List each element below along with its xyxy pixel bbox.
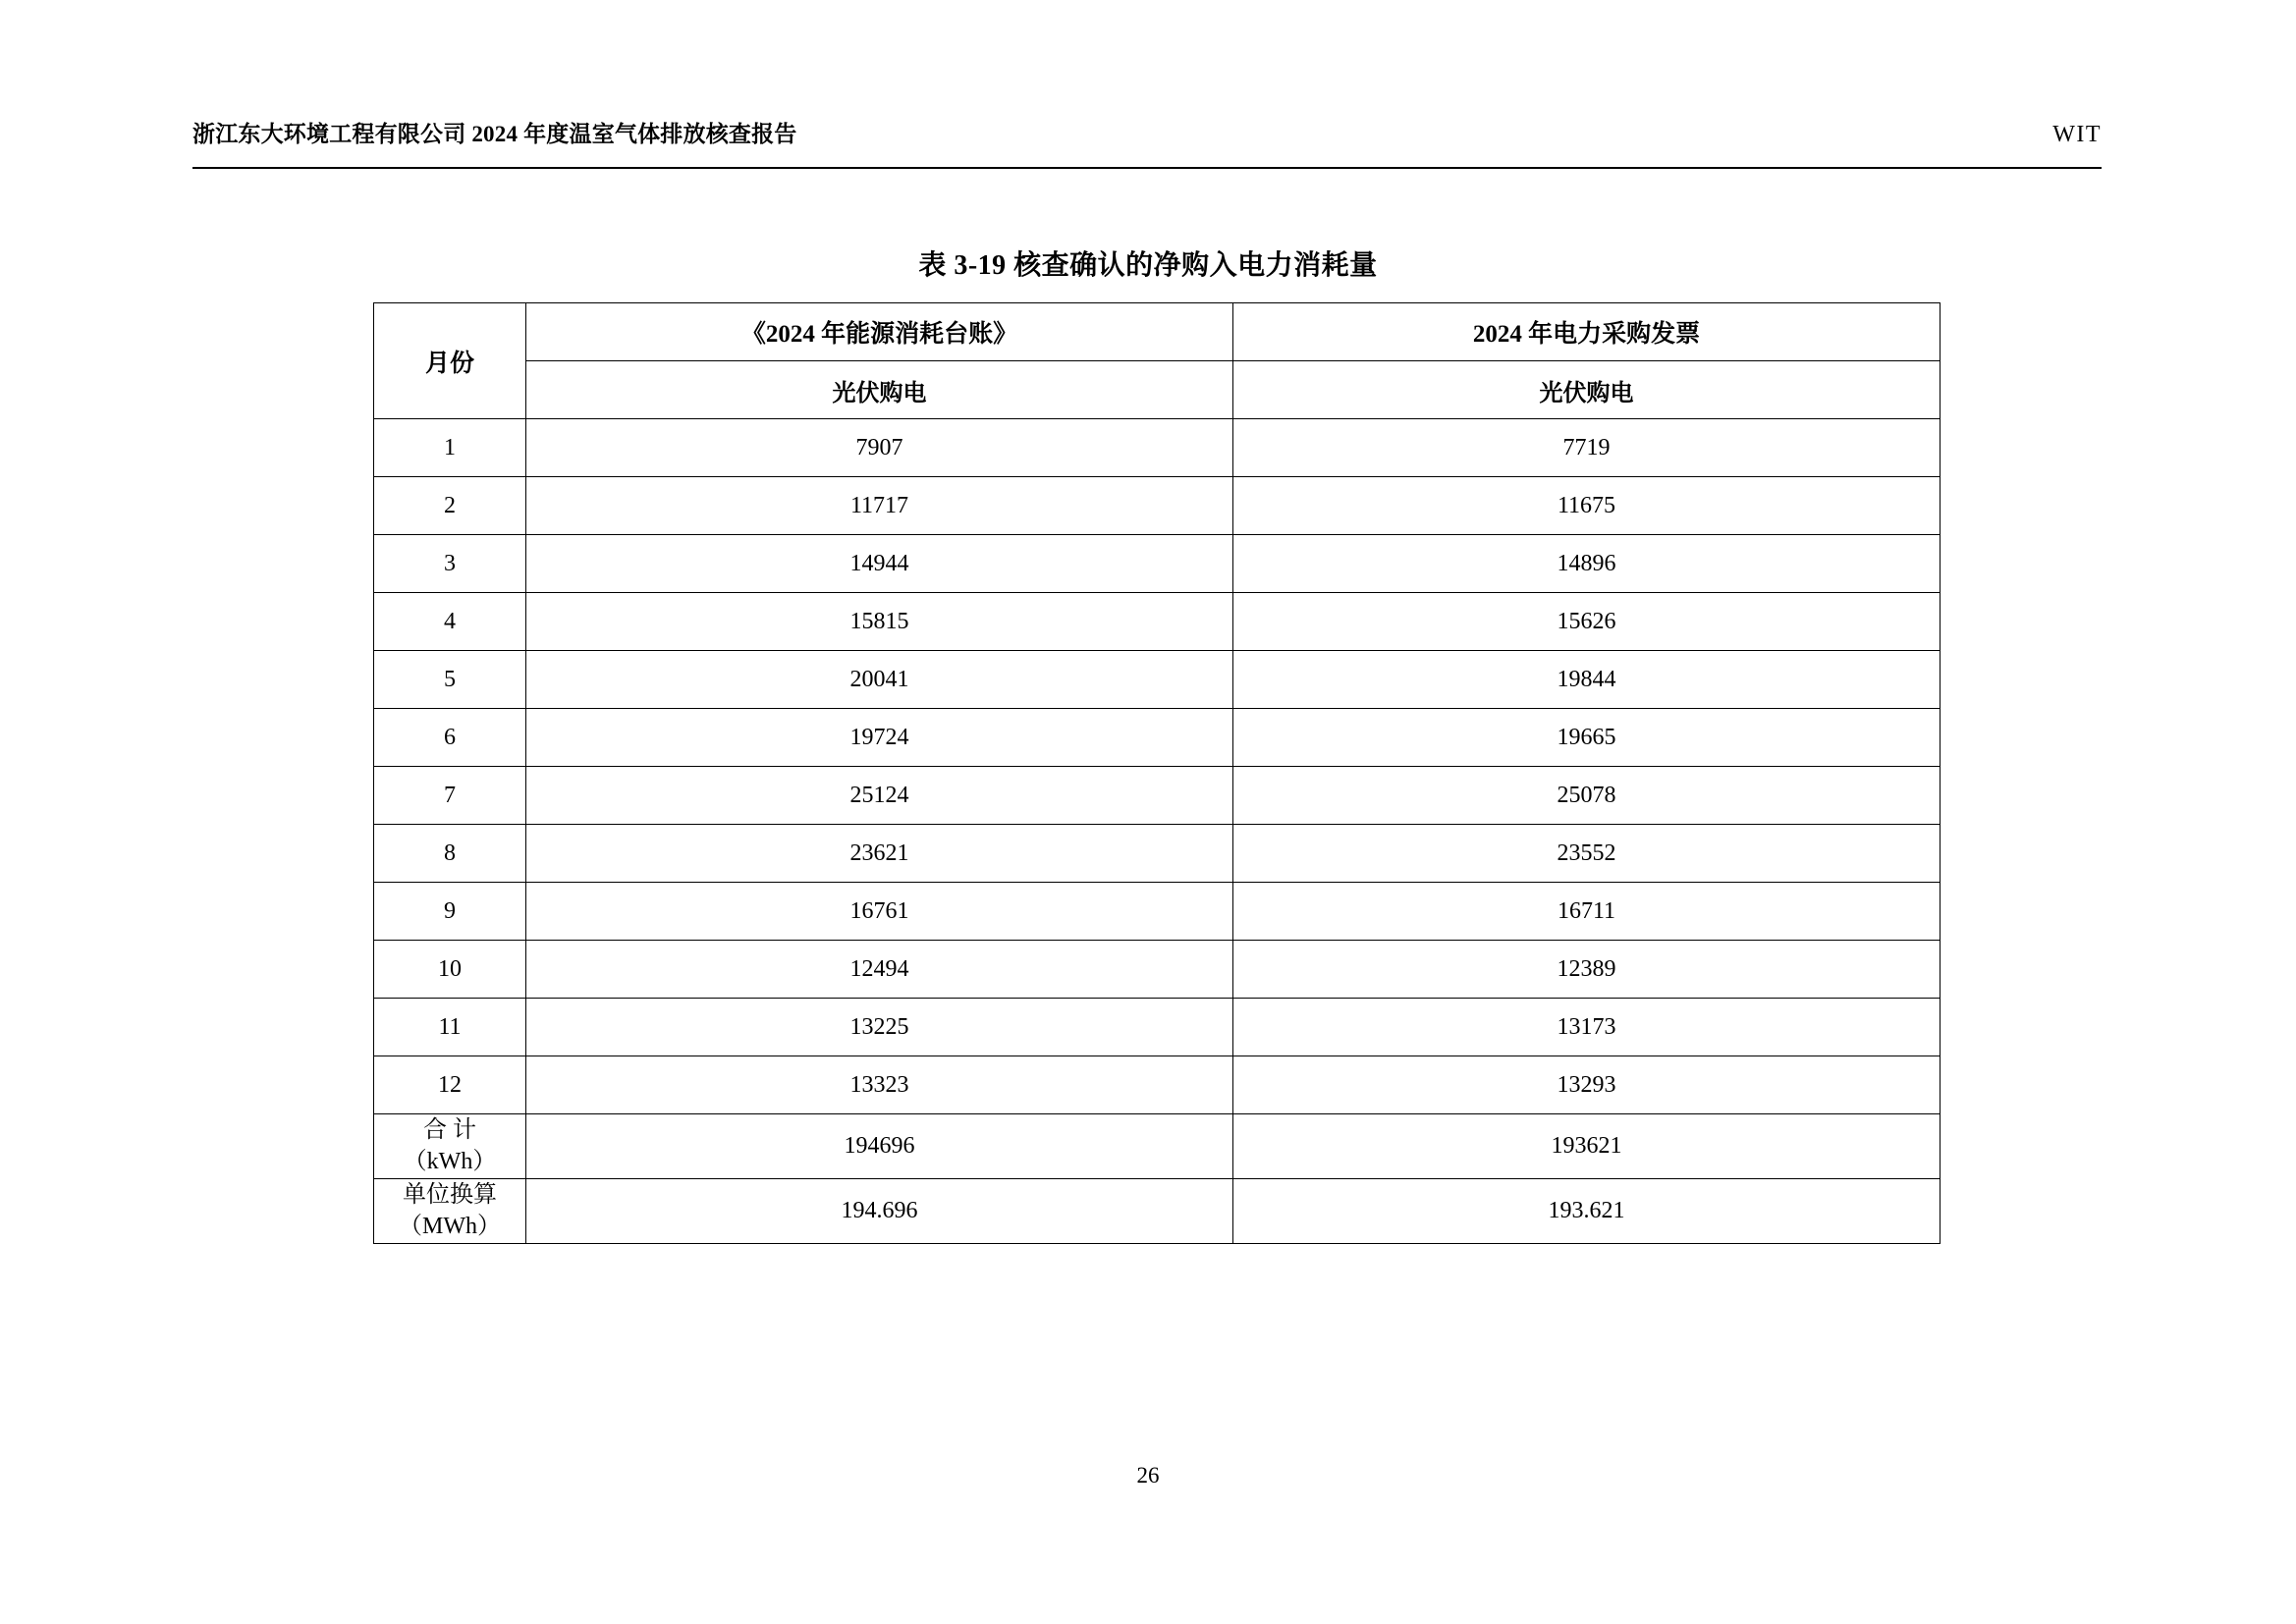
table-subheader-row — [374, 361, 1941, 419]
cell-value-b: 12389 — [1233, 941, 1941, 999]
column-subheader-a: 光伏购电 — [526, 361, 1233, 419]
table-header-row — [374, 303, 1941, 361]
table-row — [374, 593, 1941, 651]
header-divider — [192, 167, 2102, 169]
table-row — [374, 1056, 1941, 1114]
table-row — [374, 883, 1941, 941]
cell-value-b: 14896 — [1233, 535, 1941, 593]
table-caption: 表 3-19 核查确认的净购入电力消耗量 — [918, 250, 1378, 281]
cell-value-b: 7719 — [1233, 419, 1941, 477]
cell-value-b: 11675 — [1233, 477, 1941, 535]
table-row — [374, 941, 1941, 999]
cell-value-b: 23552 — [1233, 825, 1941, 883]
table-row — [374, 767, 1941, 825]
cell-value-a: 16761 — [526, 883, 1233, 941]
cell-month: 9 — [374, 883, 526, 941]
cell-month: 10 — [374, 941, 526, 999]
cell-month: 7 — [374, 767, 526, 825]
unit-label-line2: （MWh） — [399, 1214, 501, 1240]
header-title-left: 浙江东大环境工程有限公司 2024 年度温室气体排放核查报告 — [192, 122, 797, 146]
cell-month: 3 — [374, 535, 526, 593]
cell-value-a: 14944 — [526, 535, 1233, 593]
table-row — [374, 535, 1941, 593]
table-row — [374, 419, 1941, 477]
table-row — [374, 999, 1941, 1056]
cell-value-b: 16711 — [1233, 883, 1941, 941]
cell-value-a: 13225 — [526, 999, 1233, 1056]
page-number: 26 — [1136, 1463, 1160, 1488]
total-label — [374, 1114, 526, 1179]
cell-value-a: 19724 — [526, 709, 1233, 767]
total-value-b: 193621 — [1233, 1114, 1941, 1179]
total-value-a: 194696 — [526, 1114, 1233, 1179]
cell-value-b: 15626 — [1233, 593, 1941, 651]
table-row — [374, 477, 1941, 535]
unit-label-line1: 单位换算 — [403, 1181, 497, 1208]
column-header-source-a: 《2024 年能源消耗台账》 — [526, 303, 1233, 361]
table-row — [374, 825, 1941, 883]
cell-value-b: 13173 — [1233, 999, 1941, 1056]
cell-value-b: 19665 — [1233, 709, 1941, 767]
cell-month: 4 — [374, 593, 526, 651]
table-total-row — [374, 1114, 1941, 1179]
cell-value-b: 25078 — [1233, 767, 1941, 825]
cell-value-a: 20041 — [526, 651, 1233, 709]
cell-month: 6 — [374, 709, 526, 767]
cell-month: 2 — [374, 477, 526, 535]
electricity-consumption-table — [373, 302, 1941, 1244]
cell-value-a: 15815 — [526, 593, 1233, 651]
cell-value-a: 12494 — [526, 941, 1233, 999]
cell-value-a: 11717 — [526, 477, 1233, 535]
cell-value-b: 19844 — [1233, 651, 1941, 709]
unit-value-a: 194.696 — [526, 1178, 1233, 1243]
table-row — [374, 709, 1941, 767]
page-header — [192, 116, 2102, 148]
column-header-source-b: 2024 年电力采购发票 — [1233, 303, 1941, 361]
cell-value-a: 13323 — [526, 1056, 1233, 1114]
cell-month: 8 — [374, 825, 526, 883]
column-subheader-b: 光伏购电 — [1233, 361, 1941, 419]
total-label-line1: 合 计 — [423, 1117, 476, 1143]
cell-month: 5 — [374, 651, 526, 709]
total-label-line2: （kWh） — [403, 1149, 497, 1175]
cell-value-b: 13293 — [1233, 1056, 1941, 1114]
header-title-right: WIT — [2052, 122, 2102, 147]
cell-month: 11 — [374, 999, 526, 1056]
cell-month: 12 — [374, 1056, 526, 1114]
column-header-month: 月份 — [374, 303, 526, 419]
table-container — [373, 302, 1940, 1244]
unit-value-b: 193.621 — [1233, 1178, 1941, 1243]
unit-label — [374, 1178, 526, 1243]
cell-value-a: 25124 — [526, 767, 1233, 825]
cell-value-a: 23621 — [526, 825, 1233, 883]
table-unit-conversion-row — [374, 1178, 1941, 1243]
table-row — [374, 651, 1941, 709]
cell-value-a: 7907 — [526, 419, 1233, 477]
cell-month: 1 — [374, 419, 526, 477]
